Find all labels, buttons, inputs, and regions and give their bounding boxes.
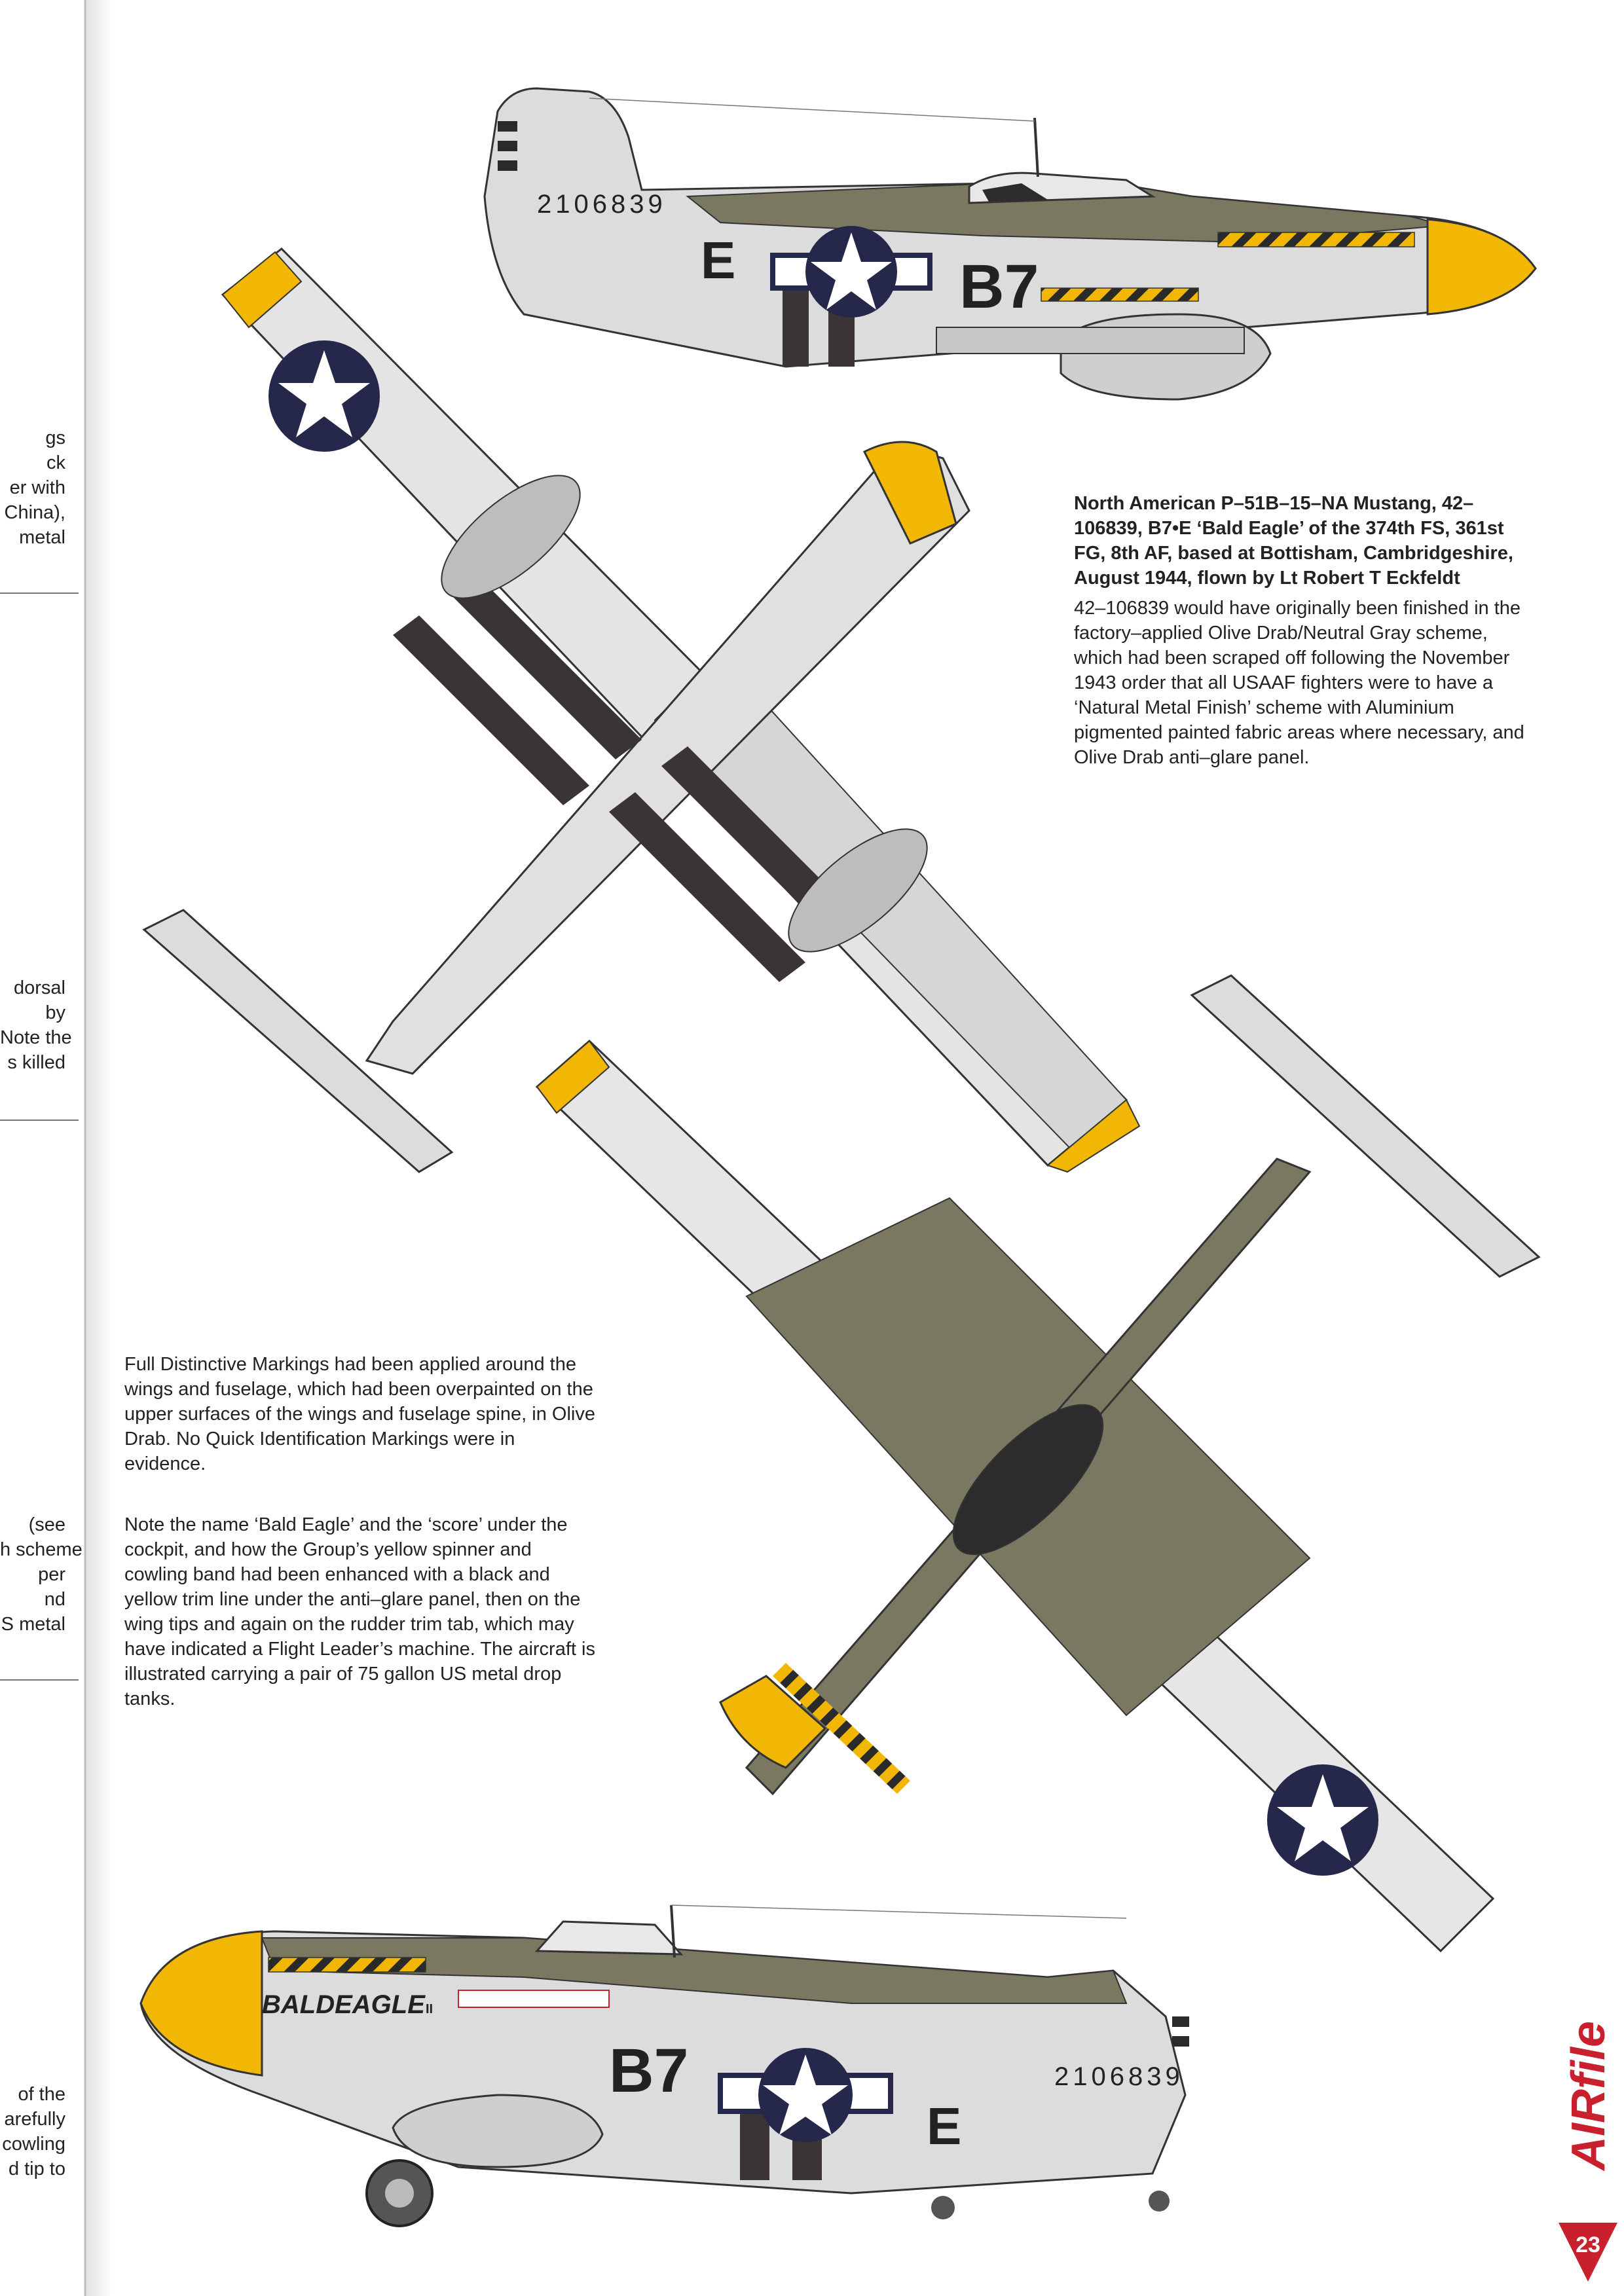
left-fragment-block-1: [0, 426, 65, 550]
left-fragment-line: gs: [45, 428, 65, 448]
left-fragment-line: dorsal: [14, 977, 65, 998]
page-number: 23: [1576, 2232, 1600, 2257]
left-fragment-line: nd: [44, 1589, 65, 1610]
top-code-individual: E: [701, 231, 736, 289]
left-fragment-block-4: [0, 2082, 65, 2181]
left-fragment-block-3: [0, 1512, 83, 1637]
page-gutter: [85, 0, 111, 2296]
top-serial-text: 2106839: [537, 190, 667, 219]
nose-art-name: BALDEAGLE: [262, 1990, 425, 2019]
note-markings: Full Distinctive Markings had been applied around the wings and fuselage, which had been overpainted on the upper surfaces of the wings and fuselage spine, in Olive Drab. No Quick Identification Markings were in evidence.: [124, 1354, 595, 1474]
caption-block: [1074, 491, 1532, 770]
note-name-score: Note the name ‘Bald Eagle’ and the ‘score’ under the cockpit, and how the Group’s yellow spinner and cowling band had been enhanced with a black and yellow trim line under the anti–glare panel, then on the wing tips and again on the rudder trim tab, which may have indicated a Flight Leader’s machine. The aircraft is illustrated carrying a pair of 75 gallon US metal drop tanks.: [124, 1514, 595, 1709]
left-fragment-line: (see: [28, 1514, 65, 1535]
airfile-logo-text: AIRfile: [1562, 2020, 1615, 2170]
left-divider-2: [0, 1120, 79, 1121]
left-fragment-line: China),: [4, 502, 65, 523]
bottom-code-individual: E: [927, 2097, 962, 2155]
top-code-squadron: B7: [959, 252, 1039, 321]
left-fragment-line: ck: [46, 452, 65, 473]
left-fragment-line: Note the: [0, 1027, 72, 1048]
left-fragment-line: h scheme: [0, 1539, 83, 1560]
left-fragment-line: d tip to: [8, 2159, 65, 2179]
left-fragment-line: metal: [19, 527, 65, 548]
left-fragment-line: s killed: [7, 1052, 65, 1073]
left-fragment-line: of the: [18, 2084, 65, 2105]
left-fragment-line: per: [38, 1564, 65, 1585]
left-fragment-line: er with: [9, 477, 65, 498]
airfile-logo: [1562, 2021, 1615, 2172]
left-fragment-line: by: [45, 1002, 65, 1023]
caption-title: North American P–51B–15–NA Mustang, 42–106839, B7•E ‘Bald Eagle’ of the 374th FS, 361st FG, 8th AF, based at Bottisham, Cambridgeshire, August 1944, flown by Lt Robert T Eckfeldt: [1074, 493, 1513, 589]
left-fragment-line: S metal: [1, 1614, 65, 1635]
left-fragment-line: cowling: [2, 2134, 65, 2155]
bottom-code-squadron: B7: [609, 2036, 689, 2105]
caption-body: 42–106839 would have originally been finished in the factory–applied Olive Drab/Neutral Gray scheme, which had been scraped off following the November 1943 order that all USAAF fighters were to have a ‘Natural Metal Finish’ scheme with Aluminium pigmented painted fabric areas where necessary, and Olive Drab anti–glare panel.: [1074, 598, 1524, 768]
bottom-serial-text: 2106839: [1054, 2062, 1184, 2091]
left-divider-1: [0, 592, 79, 594]
nose-art-suffix: II: [426, 2002, 434, 2016]
left-fragment-block-2: [0, 975, 72, 1075]
left-divider-3: [0, 1679, 79, 1681]
left-fragment-line: arefully: [4, 2109, 65, 2130]
